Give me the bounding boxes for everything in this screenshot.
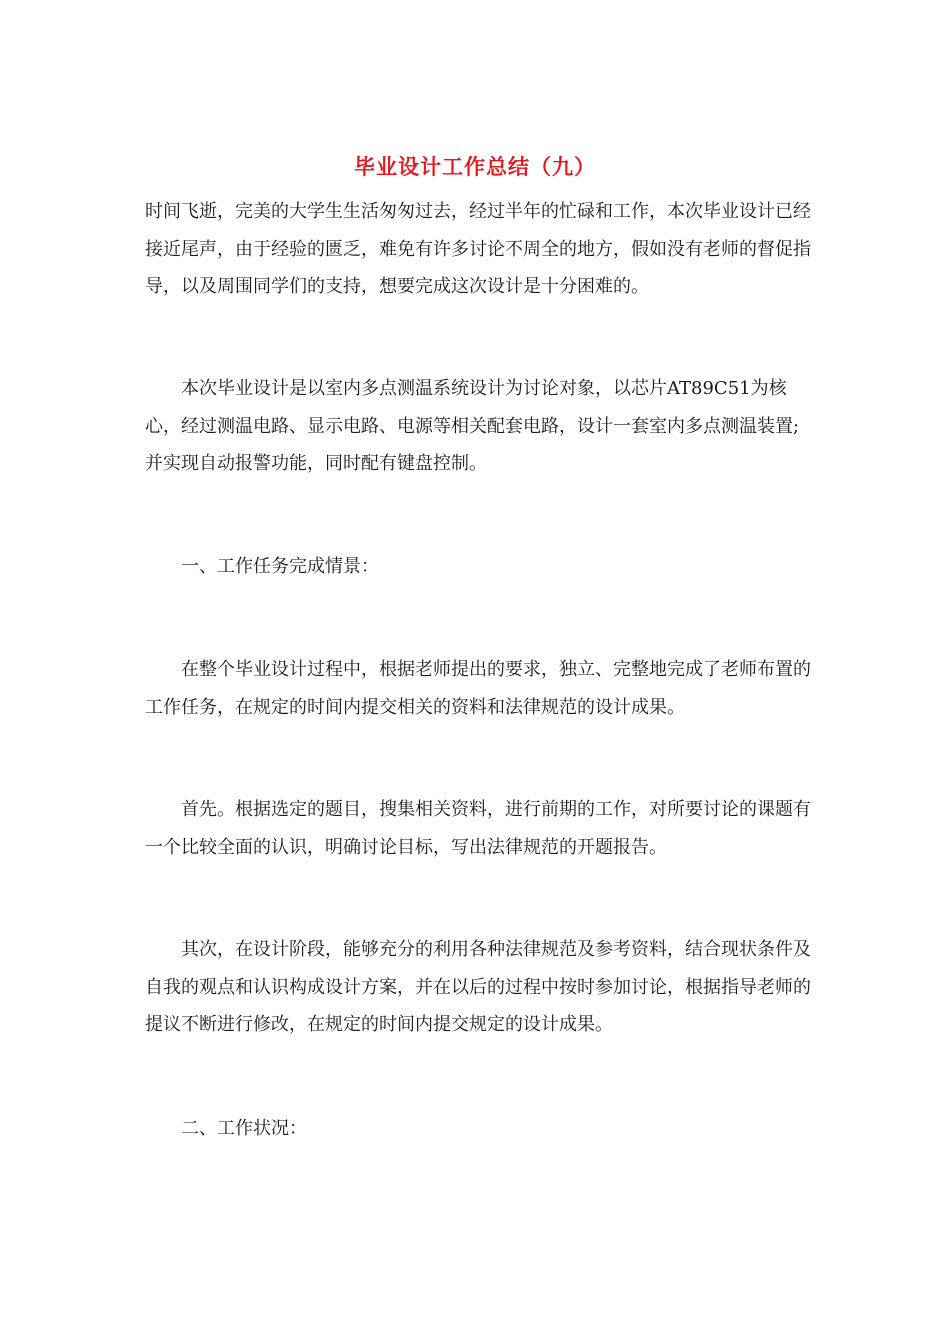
paragraph-task-completion: 在整个毕业设计过程中，根据老师提出的要求，独立、完整地完成了老师布置的工作任务，在规定的时间内提交相关的资料和法律规范的设计成果。 (145, 659, 811, 718)
document-title: 毕业设计工作总结（九） (354, 155, 596, 179)
paragraph-intro: 时间飞逝，完美的大学生生活匆匆过去，经过半年的忙碌和工作，本次毕业设计已经接近尾声，由于经验的匮乏，难免有许多讨论不周全的地方，假如没有老师的督促指导，以及周围同学们的支持，想要完成这次设计是十分困难的。 (145, 201, 811, 297)
section-heading-work-status: 二、工作状况： (181, 1118, 307, 1139)
paragraph-design-subject: 本次毕业设计是以室内多点测温系统设计为讨论对象，以芯片AT89C51为核心，经过测温电路、显示电路、电源等相关配套电路，设计一套室内多点测温装置;并实现自动报警功能，同时配有键盘控制。 (145, 378, 800, 474)
section-heading-task-completion: 一、工作任务完成情景： (181, 556, 379, 577)
paragraph-second-step: 其次，在设计阶段，能够充分的利用各种法律规范及参考资料，结合现状条件及自我的观点和认识构成设计方案，并在以后的过程中按时参加讨论，根据指导老师的提议不断进行修改，在规定的时间内提交规定的设计成果。 (145, 939, 811, 1035)
paragraph-first-step: 首先。根据选定的题目，搜集相关资料，进行前期的工作，对所要讨论的课题有一个比较全面的认识，明确讨论目标，写出法律规范的开题报告。 (145, 799, 811, 858)
